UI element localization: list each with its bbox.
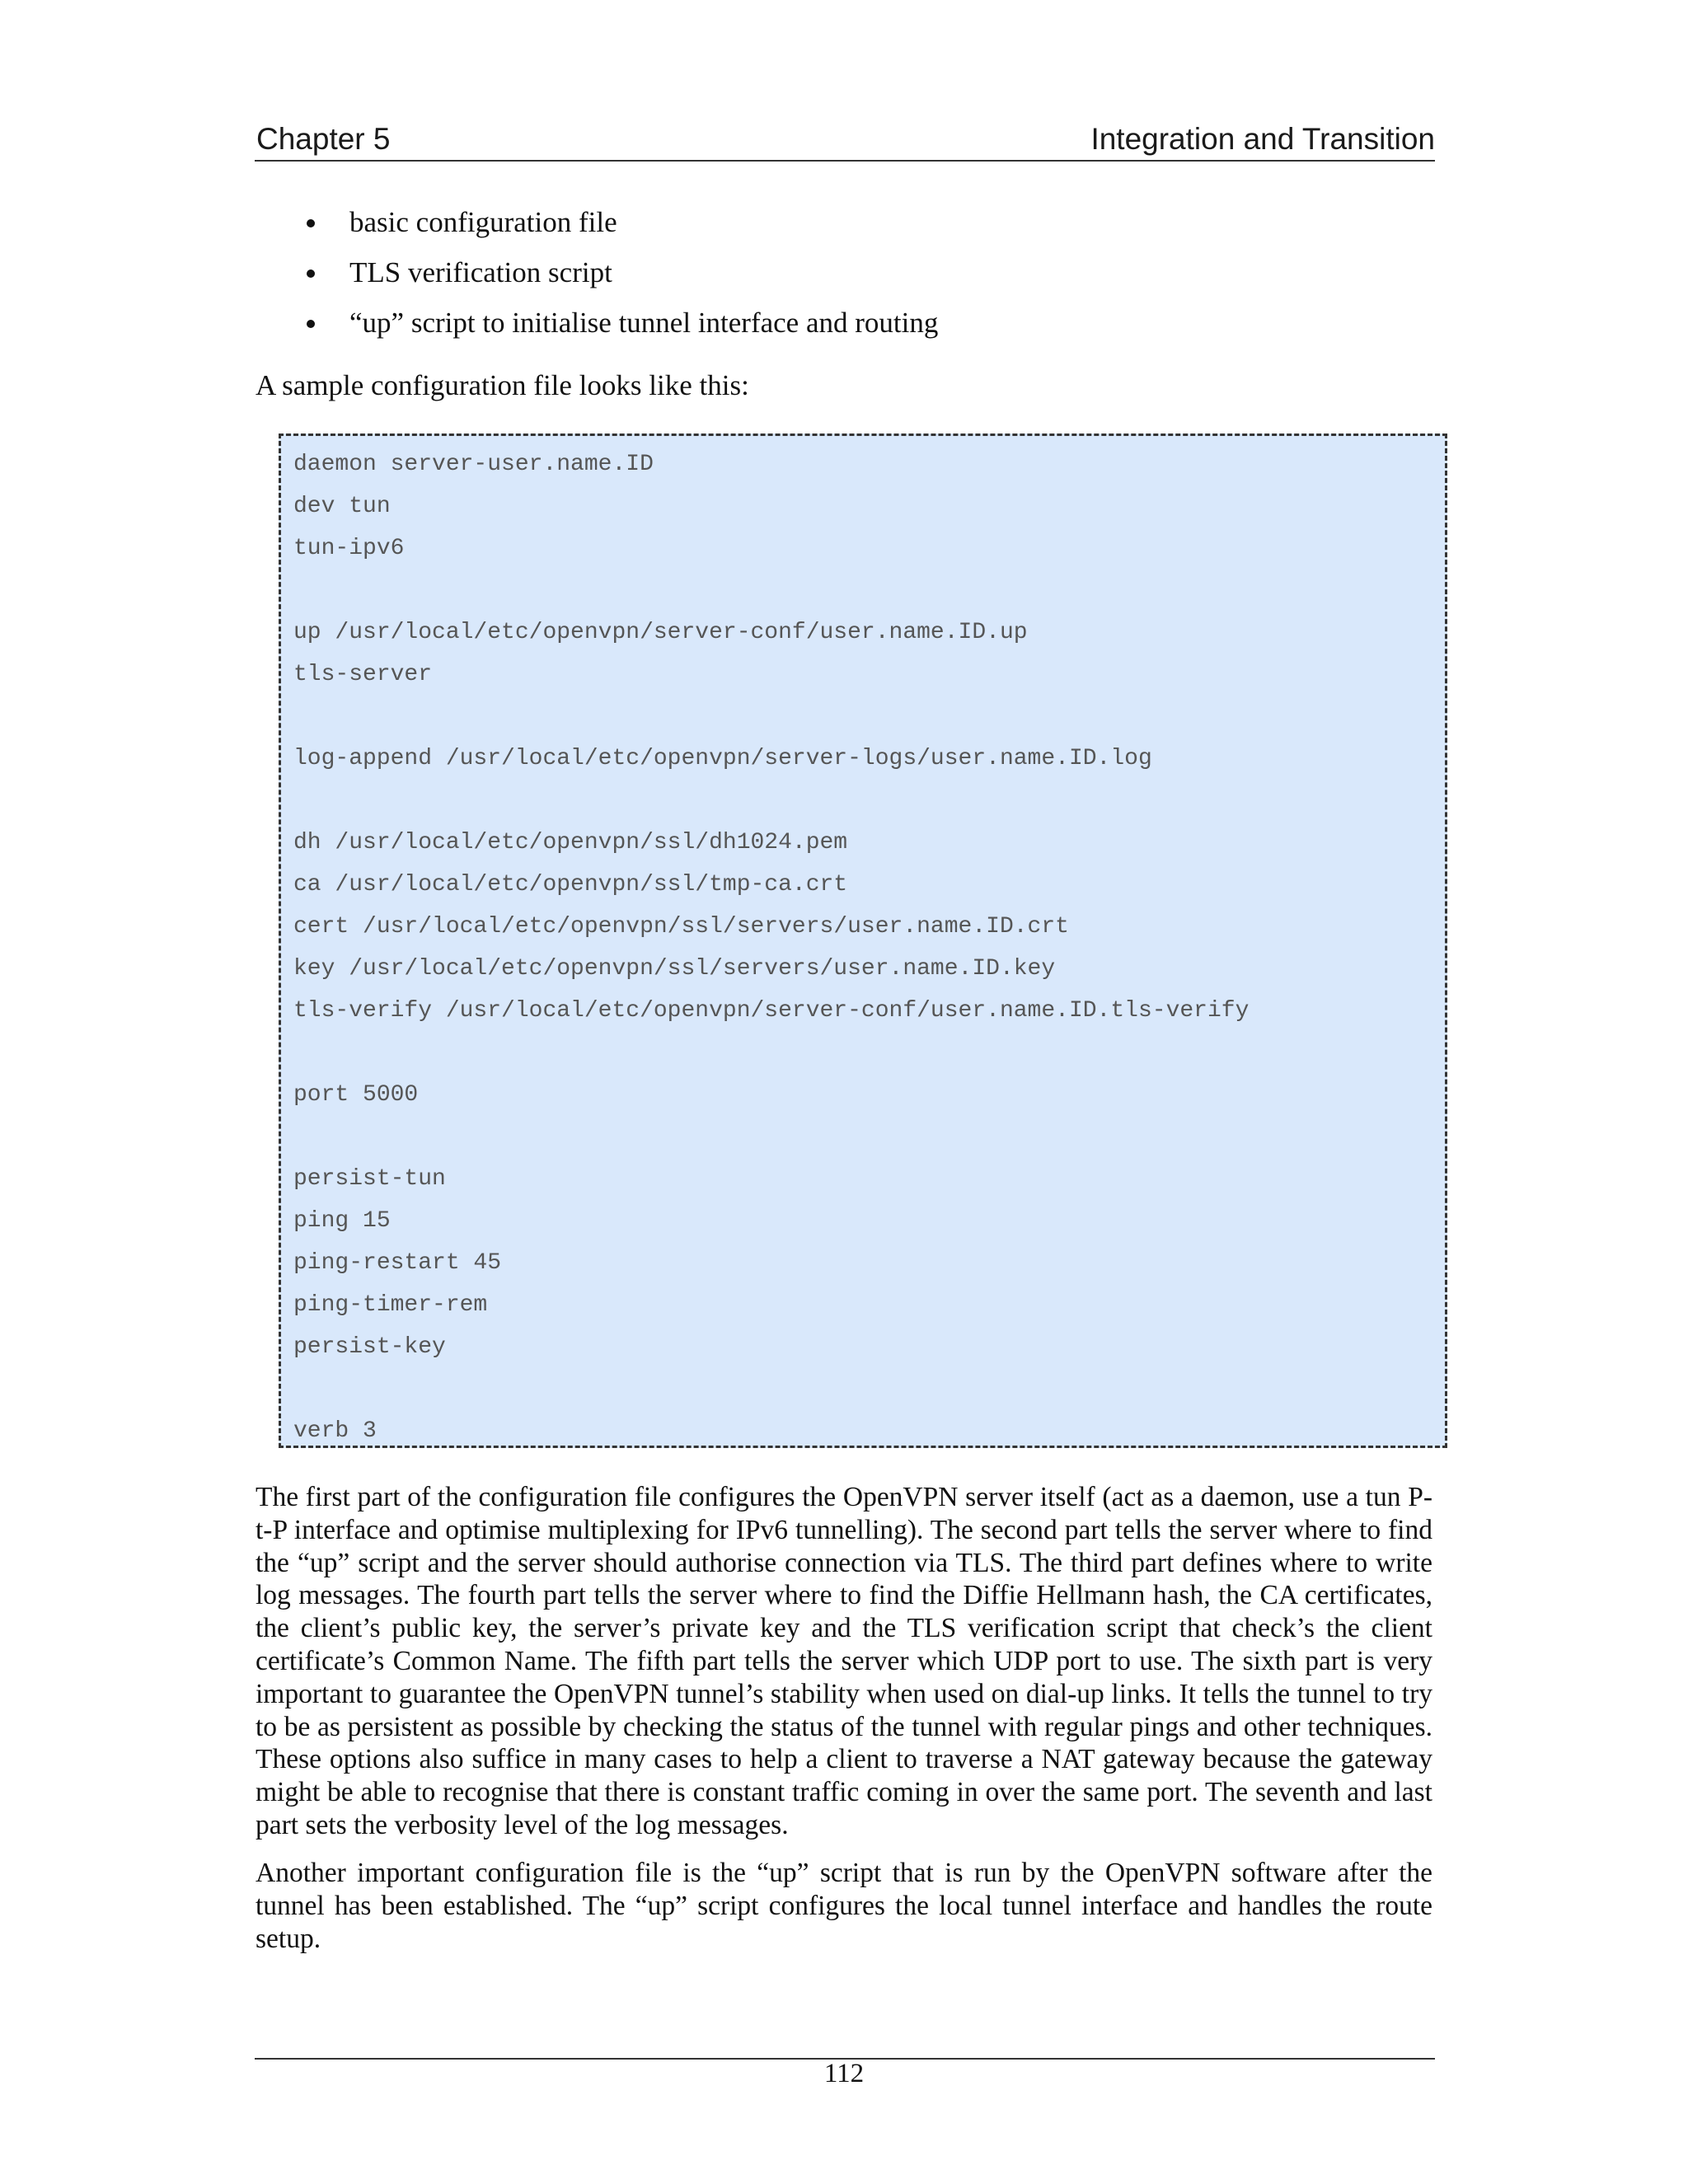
code-line: up /usr/local/etc/openvpn/server-conf/user.name.ID.up — [293, 620, 1028, 645]
list-item-text: “up” script to initialise tunnel interface and routing — [349, 307, 939, 339]
code-line: dev tun — [293, 494, 391, 519]
code-line — [293, 1371, 1445, 1413]
chapter-label: Chapter 5 — [256, 122, 391, 156]
code-line: ping-timer-rem — [293, 1292, 488, 1318]
code-line: log-append /usr/local/etc/openvpn/server-logs/user.name.ID.log — [293, 746, 1152, 771]
body-paragraph: The first part of the configuration file configures the OpenVPN server itself (act as a daemon, use a tun P-t-P interface and optimise multiplexing for IPv6 tunnelling). The second part tells the server where to find the “up” script and the server should authorise connection via TLS. The third part defines where to write log messages. The fourth part tells the server where to find the Diffie Hellmann hash, the CA certificates, the client’s public key, the server’s private key and the TLS verification script that check’s the client certificate’s Common Name. The fifth part tells the server which UDP port to use. The sixth part is very important to guarantee the OpenVPN tunnel’s stability when used on dial-up links. It tells the tunnel to try to be as persistent as possible by checking the status of the tunnel with regular pings and other techniques. These options also suffice in many cases to help a client to traverse a NAT gateway because the gateway might be able to recognise that there is constant traffic coming in over the same port. The seventh and last part sets the verbosity level of the log messages. — [256, 1482, 1432, 1840]
code-line: cert /usr/local/etc/openvpn/ssl/servers/user.name.ID.crt — [293, 914, 1069, 940]
code-line — [293, 699, 1445, 741]
list-item-text: basic configuration file — [349, 206, 617, 238]
code-line — [293, 1119, 1445, 1161]
code-line: daemon server-user.name.ID — [293, 452, 654, 477]
bullet-icon — [307, 320, 315, 328]
page-number: 112 — [823, 2059, 865, 2088]
code-line: persist-tun — [293, 1166, 446, 1192]
bullet-list — [297, 202, 938, 353]
intro-text: A sample configuration file looks like this: — [256, 369, 749, 401]
list-item-text: TLS verification script — [349, 256, 612, 288]
bullet-icon — [307, 219, 315, 227]
code-line — [293, 573, 1445, 615]
code-line: tls-server — [293, 662, 433, 687]
code-line: ca /usr/local/etc/openvpn/ssl/tmp-ca.crt — [293, 872, 848, 898]
chapter-title: Integration and Transition — [1090, 122, 1435, 156]
code-line: port 5000 — [293, 1082, 419, 1108]
body-paragraph: Another important configuration file is the “up” script that is run by the OpenVPN software after the tunnel has been established. The “up” script configures the local tunnel interface and handles the route setup. — [256, 1858, 1432, 1954]
code-line: tun-ipv6 — [293, 536, 405, 561]
code-line: dh /usr/local/etc/openvpn/ssl/dh1024.pem — [293, 830, 848, 855]
page-header — [255, 122, 1435, 162]
code-line: persist-key — [293, 1334, 446, 1360]
code-line — [293, 783, 1445, 825]
code-line: ping-restart 45 — [293, 1250, 502, 1276]
code-line: ping 15 — [293, 1208, 391, 1234]
code-line: tls-verify /usr/local/etc/openvpn/server-conf/user.name.ID.tls-verify — [293, 998, 1250, 1024]
code-line — [293, 1035, 1445, 1077]
code-block — [279, 434, 1447, 1448]
bullet-icon — [307, 269, 315, 278]
list-item — [297, 302, 938, 353]
list-item — [297, 202, 938, 252]
code-line: key /usr/local/etc/openvpn/ssl/servers/user.name.ID.key — [293, 956, 1056, 982]
code-line: verb 3 — [293, 1418, 377, 1444]
list-item — [297, 252, 938, 302]
